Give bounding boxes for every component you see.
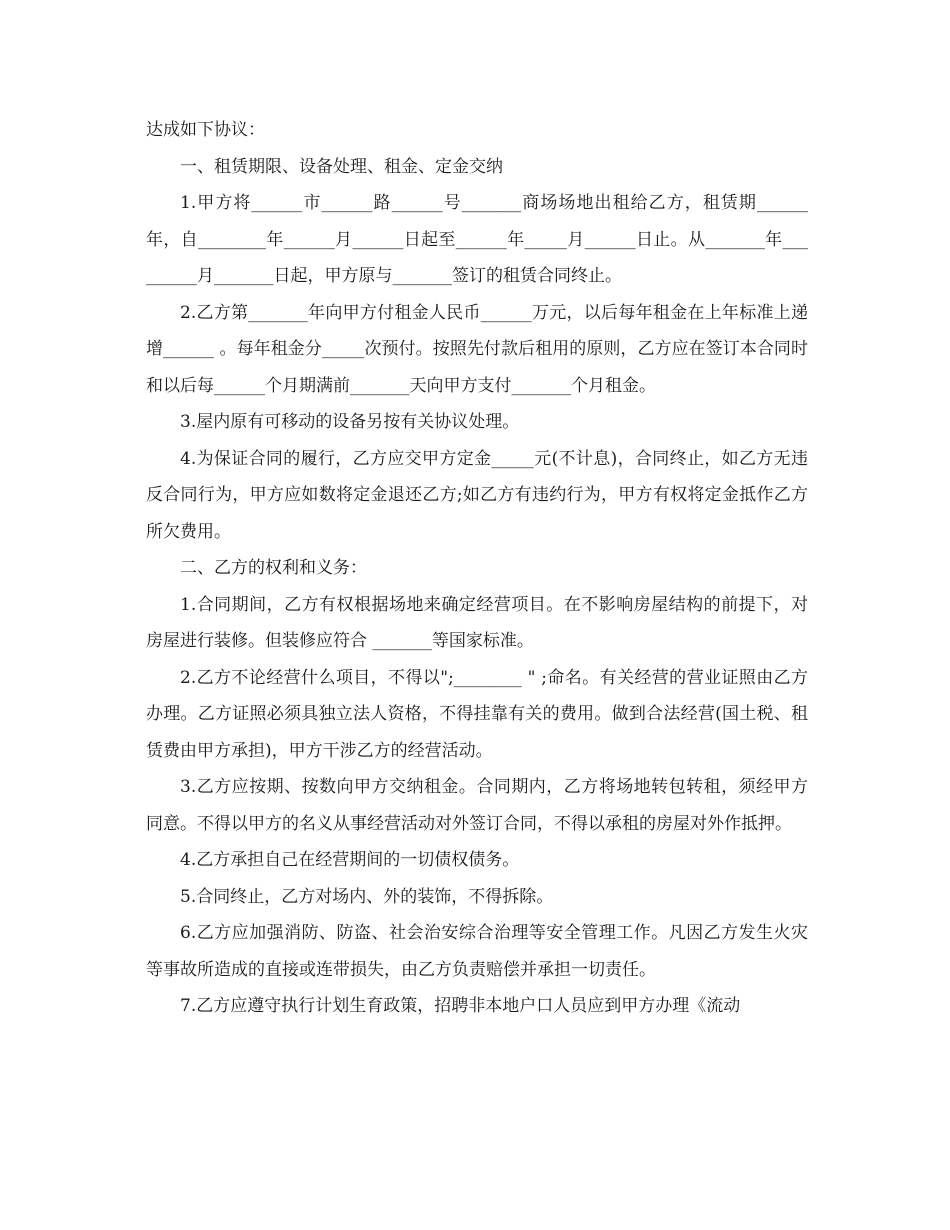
section-heading-1: 一、租赁期限、设备处理、租金、定金交纳 — [180, 156, 503, 177]
clause-2-5: 5.合同终止，乙方对场内、外的装饰，不得拆除。 — [180, 886, 554, 907]
clause-2-7: 7.乙方应遵守执行计划生育政策，招聘非本地户口人员应到甲方办理《流动 — [180, 996, 741, 1016]
clause-1-1: 1.甲方将______市______路______号_______商场场地出租给乙方，租赁期______年，自________年______月______日起至______年_____月______日止。从_______年_________月_______日起，甲方原与_______签订的租赁合同终止。 — [146, 193, 808, 286]
clause-2-1: 1.合同期间，乙方有权根据场地来确定经营项目。在不影响房屋结构的前提下，对房屋进行装修。但装修应符合 _______等国家标准。 — [146, 594, 808, 651]
clause-2-3: 3.乙方应按期、按数向甲方交纳租金。合同期内，乙方将场地转包转租，须经甲方同意。不得以甲方的名义从事经营活动对外签订合同，不得以承租的房屋对外作抵押。 — [146, 777, 808, 834]
document-page — [146, 112, 808, 1025]
clause-2-2: 2.乙方不论经营什么项目，不得以";________ " ;命名。有关经营的营业证照由乙方办理。乙方证照必须具独立法人资格，不得挂靠有关的费用。做到合法经营(国土税、租赁费由甲方承担)，甲方干涉乙方的经营活动。 — [146, 667, 808, 761]
clause-1-3: 3.屋内原有可移动的设备另按有关协议处理。 — [180, 412, 520, 432]
clause-1-4: 4.为保证合同的履行，乙方应交甲方定金_____元(不计息)，合同终止，如乙方无违反合同行为，甲方应如数将定金退还乙方;如乙方有违约行为，甲方有权将定金抵作乙方所欠费用。 — [146, 448, 808, 542]
paragraph-intro: 达成如下协议： — [146, 120, 265, 140]
section-heading-2: 二、乙方的权利和义务： — [180, 558, 367, 578]
clause-2-6: 6.乙方应加强消防、防盗、社会治安综合治理等安全管理工作。凡因乙方发生火灾等事故所造成的直接或连带损失，由乙方负责赔偿并承担一切责任。 — [146, 923, 808, 980]
clause-2-4: 4.乙方承担自己在经营期间的一切债权债务。 — [180, 850, 520, 870]
clause-1-2: 2.乙方第_______年向甲方付租金人民币______万元，以后每年租金在上年标准上递增______ 。每年租金分_____次预付。按照先付款后租用的原则，乙方应在签订本合同时和以后每______个月期满前_______天向甲方支付_______个月租金。 — [146, 302, 808, 396]
